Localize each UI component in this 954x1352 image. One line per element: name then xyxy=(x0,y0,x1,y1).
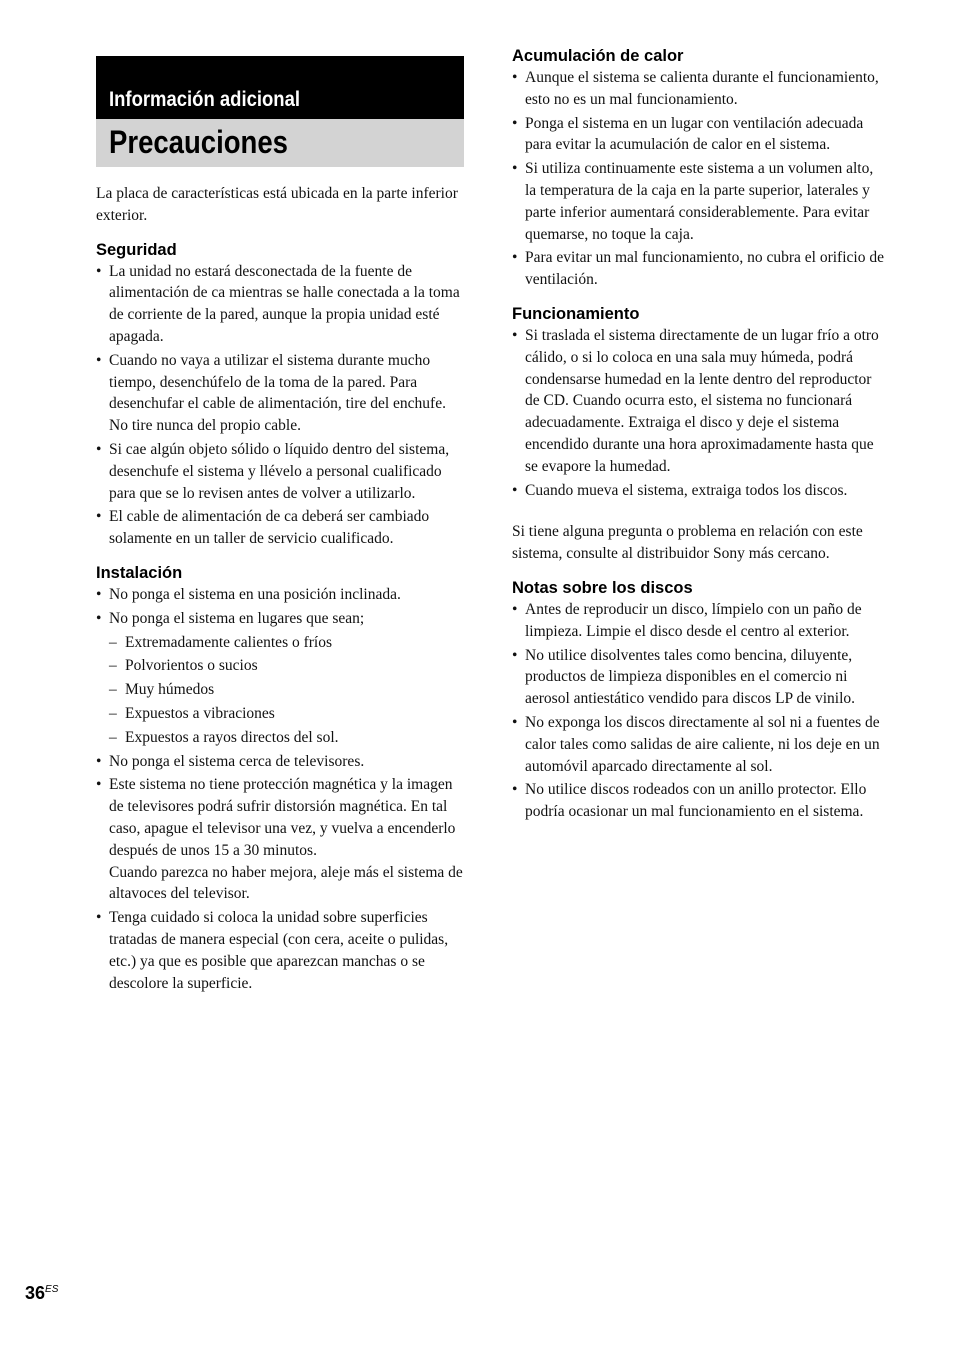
list-item: • Antes de reproducir un disco, límpielo con un paño de limpieza. Limpie el disco desde el centro al exterior. xyxy=(512,599,884,643)
page-number xyxy=(25,1283,58,1304)
section-title: Información adicional xyxy=(109,88,301,111)
list-item: • No ponga el sistema cerca de televisores. xyxy=(96,751,468,773)
list-item: • El cable de alimentación de ca deberá ser cambiado solamente en un taller de servicio cualificado. xyxy=(96,506,468,550)
list-item: • No utilice discos rodeados con un anillo protector. Ello podría ocasionar un mal funcionamiento en el sistema. xyxy=(512,779,884,823)
section-banner xyxy=(96,56,464,119)
funcionamiento-list xyxy=(512,325,884,501)
list-item: • No ponga el sistema en una posición inclinada. xyxy=(96,584,468,606)
list-item-note: Cuando parezca no haber mejora, aleje más el sistema de altavoces del televisor. xyxy=(109,863,463,903)
sub-list-item: – Extremadamente calientes o fríos xyxy=(96,632,468,654)
seguridad-list xyxy=(96,261,468,550)
heading-discos: Notas sobre los discos xyxy=(512,578,693,597)
list-item: • No utilice disolventes tales como bencina, diluyente, productos de limpieza disponibles en el comercio ni aerosol antiestático vendido para discos LP de vinilo. xyxy=(512,645,884,710)
instalacion-list-continued xyxy=(96,751,468,995)
calor-list xyxy=(512,67,884,291)
heading-seguridad: Seguridad xyxy=(96,240,177,259)
list-item: • Cuando no vaya a utilizar el sistema durante mucho tiempo, desenchúfelo de la toma de la pared. Para desenchufar el cable de alimentación, tire del enchufe. No tire nunca del propio cable. xyxy=(96,350,468,437)
left-column xyxy=(96,183,468,996)
contact-paragraph: Si tiene alguna pregunta o problema en relación con este sistema, consulte al distribuidor Sony más cercano. xyxy=(512,523,863,563)
page-language-suffix: ES xyxy=(45,1284,59,1295)
list-item: • Ponga el sistema en un lugar con ventilación adecuada para evitar la acumulación de calor en el sistema. xyxy=(512,113,884,157)
sub-list-item: – Expuestos a vibraciones xyxy=(96,703,468,725)
intro-paragraph: La placa de características está ubicada en la parte inferior exterior. xyxy=(96,185,458,224)
list-item: • Cuando mueva el sistema, extraiga todos los discos. xyxy=(512,480,884,502)
sub-list-item: – Polvorientos o sucios xyxy=(96,655,468,677)
list-item: • Si cae algún objeto sólido o líquido dentro del sistema, desenchufe el sistema y llévelo a personal cualificado para que se lo revisen antes de volver a utilizarlo. xyxy=(96,439,468,504)
heading-calor: Acumulación de calor xyxy=(512,47,684,65)
sub-list-item: – Muy húmedos xyxy=(96,679,468,701)
instalacion-sublist xyxy=(96,632,468,749)
list-item: • La unidad no estará desconectada de la fuente de alimentación de ca mientras se halle conectada a la toma de corriente de la pared, aunque la propia unidad esté apagada. xyxy=(96,261,468,348)
right-column xyxy=(512,45,884,825)
list-item xyxy=(96,774,468,905)
sub-list-item: – Expuestos a rayos directos del sol. xyxy=(96,727,468,749)
list-item: • Aunque el sistema se calienta durante el funcionamiento, esto no es un mal funcionamiento. xyxy=(512,67,884,111)
page-title-banner xyxy=(96,119,464,167)
heading-instalacion: Instalación xyxy=(96,563,183,582)
instalacion-list xyxy=(96,584,468,630)
list-item: • No ponga el sistema en lugares que sean; xyxy=(96,608,468,630)
discos-list xyxy=(512,599,884,823)
page-number-value: 36 xyxy=(25,1283,46,1303)
list-item-text: Este sistema no tiene protección magnética y la imagen de televisores podrá sufrir distorsión magnética. En tal caso, apague el televisor una vez, y vuelva a encenderlo después de unos 15 a 30 minutos. xyxy=(109,776,456,859)
list-item: • Si utiliza continuamente este sistema a un volumen alto, la temperatura de la caja en la parte superior, laterales y parte inferior aumentará considerablemente. Para evitar quemarse, no toque la caja. xyxy=(512,158,884,245)
heading-funcionamiento: Funcionamiento xyxy=(512,304,640,323)
list-item: • Para evitar un mal funcionamiento, no cubra el orificio de ventilación. xyxy=(512,247,884,291)
page-title: Precauciones xyxy=(109,124,288,160)
list-item: • Si traslada el sistema directamente de un lugar frío a otro cálido, o si lo coloca en una sala muy húmeda, podrá condensarse humedad en la lente dentro del reproductor de CD. Cuando ocurra esto, el sistema no funcionará adecuadamente. Extraiga el disco y deje el sistema encendido durante una hora aproximadamente hasta que se evapore la humedad. xyxy=(512,325,884,478)
list-item: • Tenga cuidado si coloca la unidad sobre superficies tratadas de manera especial (con cera, aceite o pulidas, etc.) ya que es posible que aparezcan manchas o se descolore la superficie. xyxy=(96,907,468,994)
list-item: • No exponga los discos directamente al sol ni a fuentes de calor tales como salidas de aire caliente, ni los deje en un automóvil aparcado directamente al sol. xyxy=(512,712,884,777)
